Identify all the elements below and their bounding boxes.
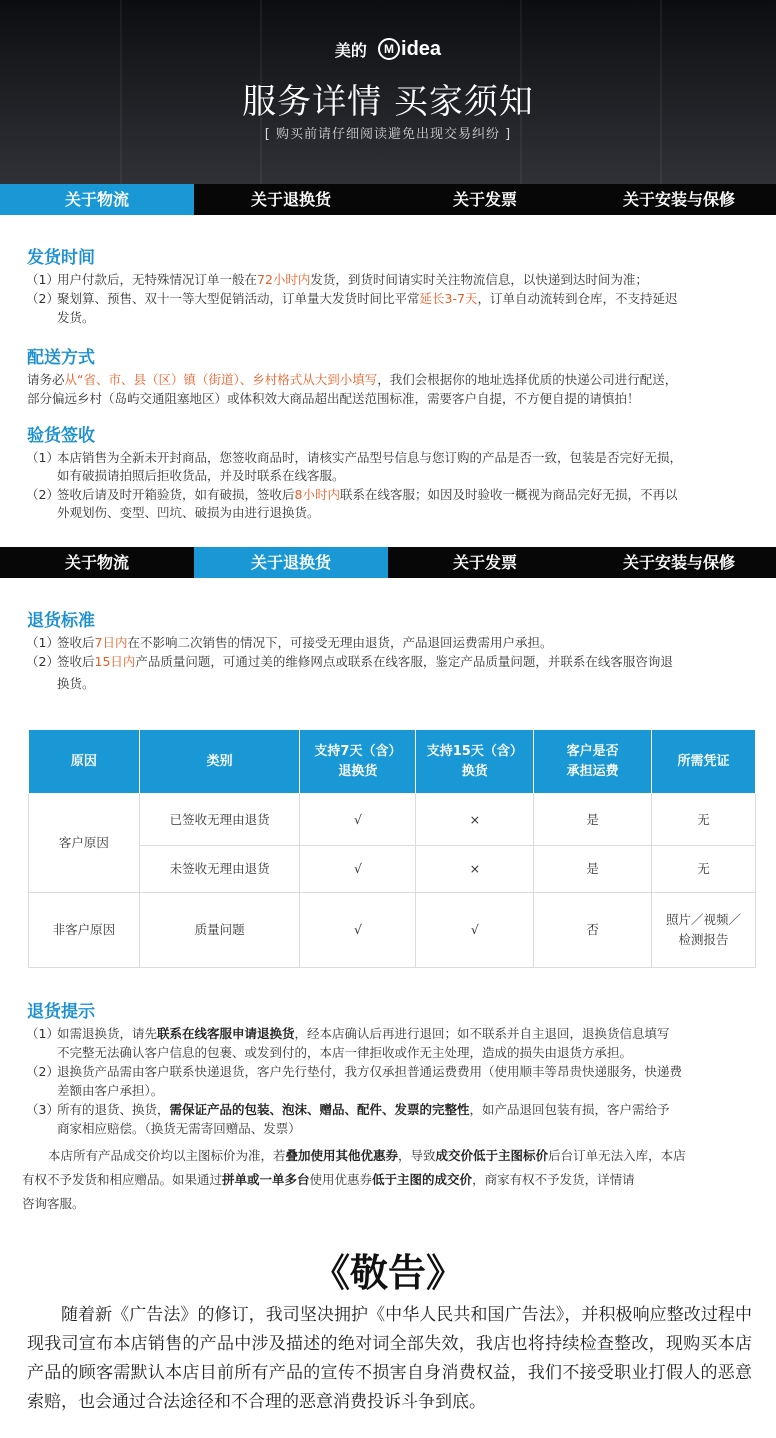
delivery-text-cont: 部分偏远乡村（岛屿交通阻塞地区）或体积效大商品超出配送范围标准，需要客户自提，不方便自提的请慎拍！	[27, 391, 640, 406]
list-number: （1）	[26, 272, 59, 287]
table-header-cell: 客户是否承担运费	[534, 730, 652, 794]
brand-name-cn: 美的	[334, 41, 367, 60]
return-standard-item-1: 签收后7日内在不影响二次销售的情况下，可接受无理由退货，产品退回运费需用户承担。	[57, 635, 553, 650]
notice-title: 《敬告》	[311, 1251, 464, 1295]
return-tip-3-cont: 商家相应赔偿。（换货无需寄回赠品、发票）	[57, 1121, 301, 1136]
table-header-cell: 类别	[139, 730, 300, 794]
fee-cell: 是	[534, 846, 652, 893]
proof-cell: 无	[652, 846, 756, 893]
check-cell: √	[416, 893, 534, 968]
return-standard-item-2-cont: 换货。	[57, 676, 95, 691]
page-title: 服务详情 买家须知	[242, 82, 534, 122]
table-header-row	[29, 730, 756, 794]
list-number: （2）	[26, 487, 59, 502]
delivery-text: 请务必从“省、市、县（区）镇（街道）、乡村格式从大到小填写，我们会根据你的地址选择优质的快递公司进行配送，	[27, 372, 678, 387]
list-number: （2）	[26, 1064, 59, 1079]
shipping-item-2: 聚划算、预售、双十一等大型促销活动，订单量大发货时间比平常延长3-7天，订单自动流转到仓库，不支持延迟	[57, 291, 678, 306]
category-cell: 质量问题	[139, 893, 300, 968]
table-header-cell: 支持7天（含）退换货	[300, 730, 416, 794]
fee-cell: 否	[534, 893, 652, 968]
return-tip-1: 如需退换货，请先联系在线客服申请退换货，经本店确认后再进行退回；如不联系并自主退回，退换货信息填写	[57, 1026, 670, 1041]
list-number: （2）	[26, 654, 59, 669]
return-tip-1-cont: 不完整无法确认客户信息的包裹、或发到付的，本店一律拒收或作无主处理，造成的损失由退货方承担。	[57, 1045, 633, 1060]
category-cell: 未签收无理由退货	[139, 846, 300, 893]
table-header-cell: 支持15天（含）换货	[416, 730, 534, 794]
header-banner	[0, 0, 776, 184]
logo-text: idea	[401, 38, 442, 60]
tab-bar-returns	[0, 547, 776, 578]
check-cell: ×	[416, 846, 534, 893]
return-standard-item-2: 签收后15日内产品质量问题，可通过美的维修网点或联系在线客服，鉴定产品质量问题，并联系在线客服咨询退	[57, 654, 673, 669]
tab-installation-warranty[interactable]: 关于安装与保修	[622, 553, 735, 572]
tab-invoice[interactable]: 关于发票	[452, 190, 517, 209]
pricing-note: 本店所有产品成交价均以主图标价为准，若叠加使用其他优惠券，导致成交价低于主图标价后台订单无法入库，本店	[48, 1148, 686, 1163]
pricing-note-end: 咨询客服。	[22, 1196, 85, 1211]
return-tip-3: 所有的退货、换货，需保证产品的包装、泡沫、赠品、配件、发票的完整性，如产品退回包装有损，客户需给予	[57, 1102, 670, 1117]
tab-returns[interactable]: 关于退换货	[250, 190, 331, 209]
inspection-item-2: 签收后请及时开箱验货，如有破损，签收后8小时内联系在线客服；如因及时验收一概视为商品完好无损，不再以	[57, 487, 678, 502]
check-cell: √	[300, 846, 416, 893]
check-cell: √	[300, 893, 416, 968]
list-number: （1）	[26, 635, 59, 650]
table-row	[29, 893, 756, 968]
brand-logo	[0, 38, 776, 61]
tab-bar-logistics	[0, 184, 776, 215]
section-title-return-tips: 退货提示	[27, 1002, 95, 1022]
return-policy-table	[28, 729, 756, 968]
notice-body: 随着新《广告法》的修订，我司坚决拥护《中华人民共和国广告法》，并积极响应整改过程中现我司宣布本店销售的产品中涉及描述的绝对词全部失效，我店也将持续检查整改，现购买本店产品的顾客需默认本店目前所有产品的宣传不损害自身消费权益，我们不接受职业打假人的恶意索赔，也会通过合法途径和不合理的恶意消费投诉斗争到底。	[27, 1305, 752, 1412]
category-cell: 已签收无理由退货	[139, 794, 300, 846]
shipping-item-1: 用户付款后，无特殊情况订单一般在72小时内发货，到货时间请实时关注物流信息，以快递到达时间为准；	[57, 272, 648, 287]
pricing-note-cont: 有权不予发货和相应赠品。如果通过拼单或一单多台使用优惠券低于主图的成交价，商家有权不予发货，详情请	[22, 1172, 635, 1187]
tab-logistics[interactable]: 关于物流	[0, 184, 194, 215]
midea-logo-icon	[378, 38, 441, 61]
list-number: （1）	[26, 1026, 59, 1041]
section-title-delivery: 配送方式	[27, 348, 95, 368]
return-tip-2-cont: 差额由客户承担）。	[57, 1083, 164, 1098]
page-subtitle: [ 购买前请仔细阅读避免出现交易纠纷 ]	[264, 127, 512, 142]
shipping-item-2-cont: 发货。	[57, 310, 95, 325]
section-title-return-standard: 退货标准	[27, 611, 95, 631]
tab-logistics[interactable]: 关于物流	[64, 553, 129, 572]
list-number: （2）	[26, 291, 59, 306]
section-title-inspection: 验货签收	[27, 426, 95, 446]
inspection-item-1-cont: 如有破损请拍照后拒收货品，并及时联系在线客服。	[57, 468, 345, 483]
table-header-cell: 所需凭证	[652, 730, 756, 794]
check-cell: ×	[416, 794, 534, 846]
tab-invoice[interactable]: 关于发票	[452, 553, 517, 572]
check-cell: √	[300, 794, 416, 846]
proof-cell: 无	[652, 794, 756, 846]
list-number: （1）	[26, 450, 59, 465]
return-tip-2: 退换货产品需由客户联系快递退货，客户先行垫付，我方仅承担普通运费费用（使用顺丰等昂贵快递服务，快递费	[57, 1064, 683, 1079]
inspection-item-1: 本店销售为全新未开封商品，您签收商品时，请核实产品型号信息与您订购的产品是否一致，包装是否完好无损，	[57, 450, 683, 465]
table-header-cell: 原因	[29, 730, 140, 794]
section-title-shipping: 发货时间	[27, 248, 95, 268]
fee-cell: 是	[534, 794, 652, 846]
tab-returns[interactable]: 关于退换货	[194, 547, 388, 578]
list-number: （3）	[26, 1102, 59, 1117]
table-row	[29, 794, 756, 846]
proof-cell: 照片／视频／检测报告	[652, 893, 756, 968]
inspection-item-2-cont: 外观划伤、变型、凹坑、破损为由进行退换货。	[57, 505, 320, 520]
reason-cell: 客户原因	[29, 794, 140, 893]
logo-mark: M	[378, 38, 400, 60]
reason-cell: 非客户原因	[29, 893, 140, 968]
tab-installation-warranty[interactable]: 关于安装与保修	[622, 190, 735, 209]
